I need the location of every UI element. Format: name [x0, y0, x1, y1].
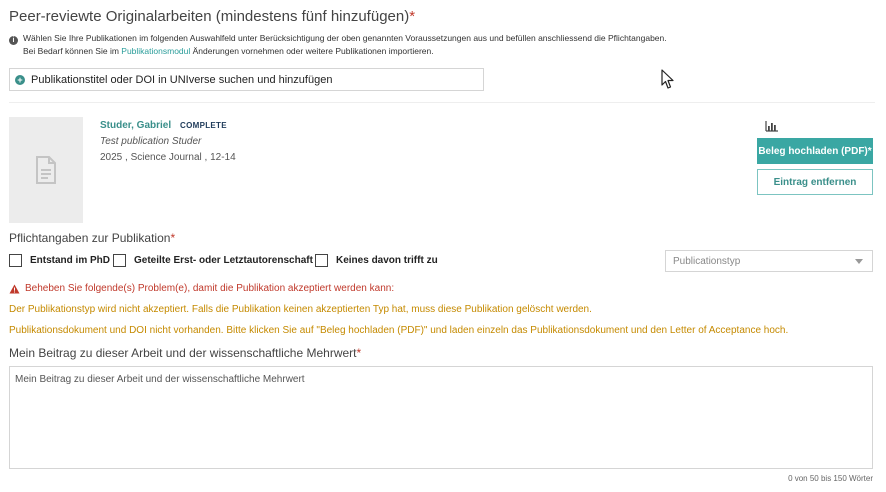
- info-line-2-suffix: Änderungen vornehmen oder weitere Publikationen importieren.: [190, 46, 434, 56]
- publication-type-placeholder: Publicationstyp: [673, 255, 741, 267]
- mandatory-title-text: Pflichtangaben zur Publikation: [9, 231, 171, 245]
- publication-author[interactable]: Studer, Gabriel: [100, 120, 172, 131]
- plus-circle-icon: +: [15, 75, 25, 85]
- required-mark: *: [356, 346, 362, 360]
- publication-module-link[interactable]: Publikationsmodul: [121, 46, 191, 56]
- bar-chart-icon[interactable]: [765, 121, 778, 132]
- checkbox-none[interactable]: [315, 254, 328, 267]
- upload-evidence-button[interactable]: Beleg hochladen (PDF)*: [757, 138, 873, 164]
- required-mark: *: [170, 231, 176, 245]
- option-shared-authorship-label: Geteilte Erst- oder Letztautorenschaft: [134, 255, 313, 266]
- info-line-1: Wählen Sie Ihre Publikationen im folgenden Auswahlfeld unter Berücksichtigung der oben genannten Voraussetzungen aus und befüllen anschliessend die Pflichtangaben.: [23, 33, 667, 43]
- info-line-2-prefix: Bei Bedarf können Sie im: [23, 46, 122, 56]
- publication-search-label: Publikationstitel oder DOI in UNIverse suchen und hinzufügen: [31, 73, 333, 86]
- contribution-title-text: Mein Beitrag zu dieser Arbeit und der wissenschaftliche Mehrwert: [9, 346, 357, 360]
- publication-search-input[interactable]: [9, 68, 484, 91]
- option-none-label: Keines davon trifft zu: [336, 255, 438, 266]
- publication-meta: 2025 , Science Journal , 12-14: [100, 152, 236, 163]
- mouse-pointer-icon: [661, 69, 675, 90]
- document-icon: [34, 155, 58, 185]
- warning-message-document: Publikationsdokument und DOI nicht vorhanden. Bitte klicken Sie auf "Beleg hochladen (PDF)" und laden einzeln das Publikationsdokument und den Letter of Acceptance hoch.: [9, 325, 789, 336]
- option-shared-authorship[interactable]: [113, 254, 313, 267]
- publication-thumbnail: [9, 117, 83, 223]
- contribution-placeholder: Mein Beitrag zu dieser Arbeit und der wissenschaftliche Mehrwert: [15, 374, 305, 385]
- publication-type-select[interactable]: [665, 250, 873, 272]
- checkbox-shared-authorship[interactable]: [113, 254, 126, 267]
- remove-entry-button[interactable]: Eintrag entfernen: [757, 169, 873, 195]
- warning-header-text: Beheben Sie folgende(s) Problem(e), damit die Publikation akzeptiert werden kann:: [25, 283, 395, 294]
- info-icon: i: [9, 36, 18, 45]
- section-title: [9, 8, 415, 25]
- word-counter: 0 von 50 bis 150 Wörter: [788, 474, 873, 483]
- warning-message-type: Der Publikationstyp wird nicht akzeptiert. Falls die Publikation keinen akzeptierten Typ hat, muss diese Publikation gelöscht werden.: [9, 304, 592, 315]
- divider: [9, 102, 875, 103]
- warning-icon: [9, 284, 20, 294]
- required-mark: *: [409, 8, 416, 25]
- contribution-title: [9, 346, 361, 360]
- option-none[interactable]: [315, 254, 438, 267]
- checkbox-phd[interactable]: [9, 254, 22, 267]
- contribution-textarea[interactable]: [9, 366, 873, 469]
- option-phd-label: Entstand im PhD: [30, 255, 111, 266]
- chevron-down-icon: [855, 259, 863, 264]
- warning-header: [9, 283, 394, 294]
- mandatory-details-title: [9, 231, 175, 245]
- info-text: [9, 32, 667, 58]
- option-phd[interactable]: [9, 254, 110, 267]
- section-title-text: Peer-reviewte Originalarbeiten (mindestens fünf hinzufügen): [9, 8, 410, 25]
- status-badge: COMPLETE: [180, 121, 227, 130]
- publication-title: Test publication Studer: [100, 136, 202, 147]
